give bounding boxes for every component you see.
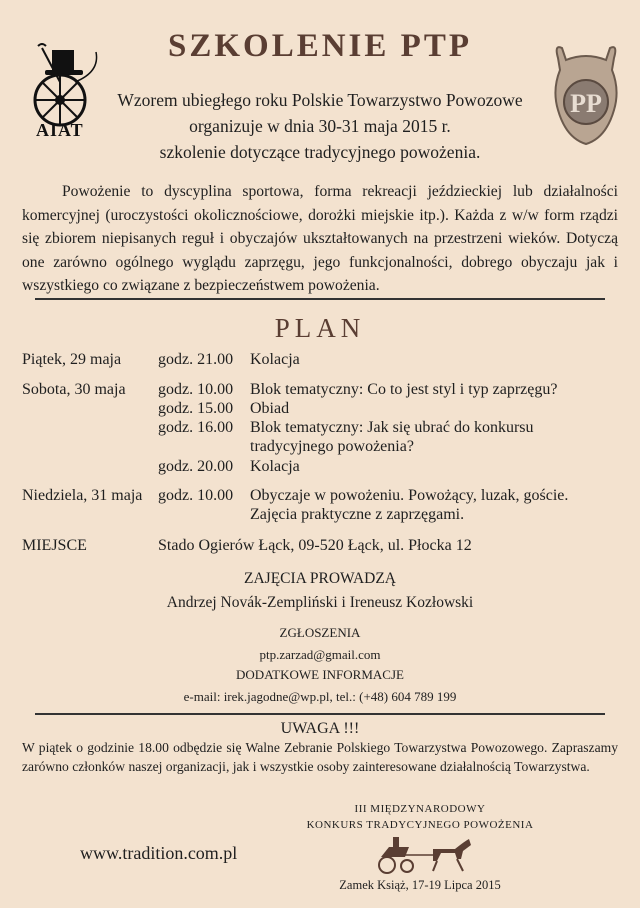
svg-text:PP: PP bbox=[570, 89, 602, 118]
schedule-event-continued: Zajęcia praktyczne z zaprzęgami. bbox=[250, 506, 465, 523]
schedule-time: godz. 15.00 bbox=[158, 400, 234, 417]
intro-paragraph: Powożenie to dyscyplina sportowa, forma rekreacji jeździeckiej lub działalności komercyjnej (uroczystości okolicznościowe, dorożki miejskie itp.). Każda z w/w form rządzi się zbiorem niepisanych reguł i obyczajów ukształtowanych na przestrzeni wieków. Dotyczą one zarówno ogólnego wyglądu zaprzęgu, jego funkcjonalności, dobrego obyczaju jak i wszystkiego co związane z bezpieczeństwem powożenia. bbox=[22, 183, 618, 294]
venue-label: MIEJSCE bbox=[22, 537, 87, 554]
event2-line-2: KONKURS TRADYCYJNEGO POWOŻENIA bbox=[306, 819, 534, 831]
intro-line-2: organizuje w dnia 30-31 maja 2015 r. bbox=[189, 116, 451, 136]
schedule-time: godz. 10.00 bbox=[158, 487, 234, 504]
schedule-event: Blok tematyczny: Co to jest styl i typ zaprzęgu? bbox=[250, 381, 558, 398]
divider-bottom bbox=[35, 713, 605, 715]
warning-heading: UWAGA !!! bbox=[280, 720, 360, 737]
signup-email[interactable]: ptp.zarzad@gmail.com bbox=[259, 647, 381, 662]
intro-line-3: szkolenie dotyczące tradycyjnego powożenia. bbox=[159, 142, 481, 162]
signup-heading: ZGŁOSZENIA bbox=[279, 625, 361, 640]
leaders-names: Andrzej Novák-Zempliński i Ireneusz Kozłowski bbox=[166, 594, 474, 611]
schedule-event-continued: tradycyjnego powożenia? bbox=[250, 438, 414, 455]
schedule-event: Blok tematyczny: Jak się ubrać do konkursu bbox=[250, 419, 534, 436]
schedule-day: Niedziela, 31 maja bbox=[22, 487, 143, 504]
schedule-event: Obyczaje w powożeniu. Powożący, luzak, goście. bbox=[250, 487, 569, 504]
schedule-time: godz. 10.00 bbox=[158, 381, 234, 398]
page-title: SZKOLENIE PTP bbox=[168, 28, 472, 64]
horse-carriage-illustration-icon bbox=[375, 835, 475, 875]
event2-illustration bbox=[375, 835, 475, 875]
divider-top bbox=[35, 298, 605, 300]
schedule-event: Obiad bbox=[250, 400, 290, 417]
schedule-event: Kolacja bbox=[250, 458, 300, 475]
aiat-logo-text: AIAT bbox=[36, 120, 84, 140]
event2-place: Zamek Książ, 17-19 Lipca 2015 bbox=[339, 878, 501, 892]
schedule-day: Piątek, 29 maja bbox=[22, 351, 122, 368]
info-contact[interactable]: e-mail: irek.jagodne@wp.pl, tel.: (+48) 604 789 199 bbox=[183, 689, 457, 704]
schedule-time: godz. 20.00 bbox=[158, 458, 234, 475]
schedule-event: Kolacja bbox=[250, 351, 300, 368]
schedule-time: godz. 21.00 bbox=[158, 351, 234, 368]
venue-address: Stado Ogierów Łąck, 09-520 Łąck, ul. Płocka 12 bbox=[158, 537, 472, 554]
website-link[interactable]: www.tradition.com.pl bbox=[80, 843, 238, 863]
schedule-time: godz. 16.00 bbox=[158, 419, 234, 436]
schedule-day: Sobota, 30 maja bbox=[22, 381, 126, 398]
event2-line-1: III MIĘDZYNARODOWY bbox=[354, 803, 486, 815]
leaders-heading: ZAJĘCIA PROWADZĄ bbox=[244, 570, 396, 587]
info-heading: DODATKOWE INFORMACJE bbox=[236, 667, 404, 682]
warning-text: W piątek o godzinie 18.00 odbędzie się Walne Zebranie Polskiego Towarzystwa Powozowego. Zapraszamy zarówno członków naszej organizacji, jak i wszystkie osoby zainteresowane działalnością Towarzystwa. bbox=[22, 740, 618, 774]
intro-line-1: Wzorem ubiegłego roku Polskie Towarzystwo Powozowe bbox=[117, 90, 523, 110]
plan-heading: PLAN bbox=[274, 313, 366, 343]
